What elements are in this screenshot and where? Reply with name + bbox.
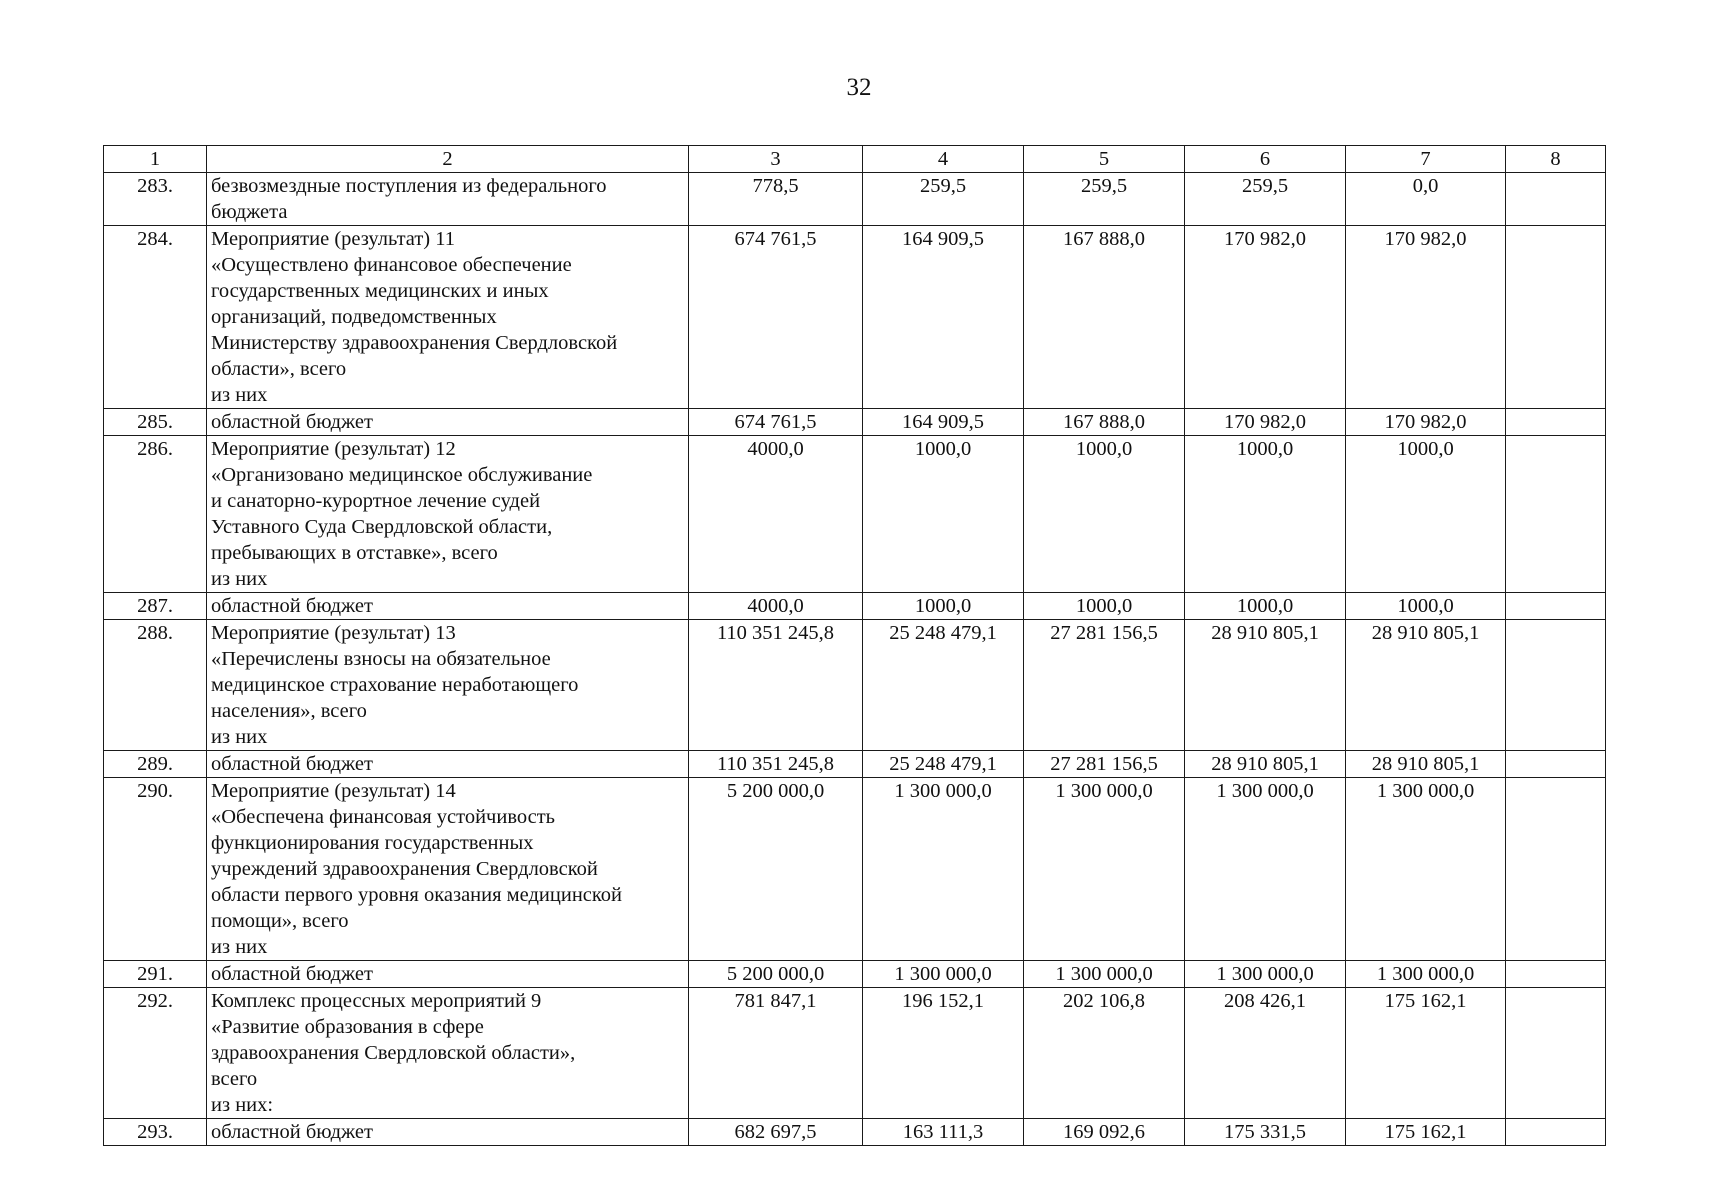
value-col-8	[1506, 620, 1606, 751]
value-col-3: 778,5	[689, 173, 863, 226]
value-col-8	[1506, 961, 1606, 988]
value-col-7: 28 910 805,1	[1346, 751, 1506, 778]
value-col-5: 167 888,0	[1024, 409, 1185, 436]
row-description	[207, 173, 689, 226]
column-header: 8	[1506, 146, 1606, 173]
row-description	[207, 409, 689, 436]
value-col-5: 259,5	[1024, 173, 1185, 226]
table-row	[104, 226, 1606, 409]
value-col-3: 4000,0	[689, 436, 863, 593]
value-col-6: 28 910 805,1	[1185, 620, 1346, 751]
value-col-4: 163 111,3	[863, 1119, 1024, 1146]
description-line: населения», всего	[211, 700, 367, 722]
value-col-6: 1000,0	[1185, 593, 1346, 620]
value-col-6: 1 300 000,0	[1185, 961, 1346, 988]
row-description	[207, 961, 689, 988]
description-line: «Развитие образования в сфере	[211, 1016, 484, 1038]
value-col-4: 1 300 000,0	[863, 961, 1024, 988]
row-number: 283.	[104, 173, 207, 226]
value-col-3: 682 697,5	[689, 1119, 863, 1146]
value-col-8	[1506, 988, 1606, 1119]
value-col-7: 170 982,0	[1346, 409, 1506, 436]
description-line: из них	[211, 568, 268, 590]
description-line: «Организовано медицинское обслуживание	[211, 464, 593, 486]
row-description	[207, 620, 689, 751]
description-line: «Обеспечена финансовая устойчивость	[211, 806, 556, 828]
value-col-7: 175 162,1	[1346, 988, 1506, 1119]
value-col-5: 1 300 000,0	[1024, 961, 1185, 988]
value-col-7: 1 300 000,0	[1346, 778, 1506, 961]
value-col-7: 0,0	[1346, 173, 1506, 226]
description-line: здравоохранения Свердловской области»,	[211, 1042, 576, 1064]
description-line: областной бюджет	[211, 963, 373, 985]
value-col-5: 1 300 000,0	[1024, 778, 1185, 961]
description-line: пребывающих в отставке», всего	[211, 542, 498, 564]
value-col-7: 170 982,0	[1346, 226, 1506, 409]
value-col-8	[1506, 593, 1606, 620]
value-col-7: 1000,0	[1346, 593, 1506, 620]
description-line: Уставного Суда Свердловской области,	[211, 516, 553, 538]
description-line: Мероприятие (результат) 11	[211, 228, 455, 250]
table-row	[104, 620, 1606, 751]
description-line: «Осуществлено финансовое обеспечение	[211, 254, 572, 276]
row-description	[207, 988, 689, 1119]
row-number: 290.	[104, 778, 207, 961]
description-line: Комплекс процессных мероприятий 9	[211, 990, 542, 1012]
description-line: и санаторно-курортное лечение судей	[211, 490, 541, 512]
value-col-4: 164 909,5	[863, 226, 1024, 409]
value-col-8	[1506, 436, 1606, 593]
value-col-3: 5 200 000,0	[689, 778, 863, 961]
table-row	[104, 751, 1606, 778]
description-line: областной бюджет	[211, 411, 373, 433]
table-row	[104, 988, 1606, 1119]
value-col-3: 4000,0	[689, 593, 863, 620]
column-header-row	[104, 146, 1606, 173]
description-line: областной бюджет	[211, 753, 373, 775]
description-line: области первого уровня оказания медицинской	[211, 884, 623, 906]
description-line: областной бюджет	[211, 1121, 373, 1143]
value-col-5: 1000,0	[1024, 436, 1185, 593]
value-col-6: 170 982,0	[1185, 409, 1346, 436]
value-col-7: 175 162,1	[1346, 1119, 1506, 1146]
row-number: 292.	[104, 988, 207, 1119]
description-line: всего	[211, 1068, 258, 1090]
value-col-4: 25 248 479,1	[863, 751, 1024, 778]
value-col-8	[1506, 226, 1606, 409]
column-header: 6	[1185, 146, 1346, 173]
value-col-6: 1000,0	[1185, 436, 1346, 593]
row-number: 287.	[104, 593, 207, 620]
budget-table	[103, 145, 1606, 1146]
description-line: из них	[211, 936, 268, 958]
row-description	[207, 751, 689, 778]
value-col-6: 1 300 000,0	[1185, 778, 1346, 961]
value-col-7: 1000,0	[1346, 436, 1506, 593]
column-header: 2	[207, 146, 689, 173]
value-col-4: 1000,0	[863, 593, 1024, 620]
value-col-5: 27 281 156,5	[1024, 620, 1185, 751]
description-line: медицинское страхование неработающего	[211, 674, 579, 696]
value-col-8	[1506, 173, 1606, 226]
value-col-3: 674 761,5	[689, 409, 863, 436]
description-line: Министерству здравоохранения Свердловской	[211, 332, 618, 354]
description-line: области», всего	[211, 358, 347, 380]
value-col-4: 164 909,5	[863, 409, 1024, 436]
value-col-7: 1 300 000,0	[1346, 961, 1506, 988]
column-header: 4	[863, 146, 1024, 173]
value-col-5: 202 106,8	[1024, 988, 1185, 1119]
table-row	[104, 593, 1606, 620]
description-line: учреждений здравоохранения Свердловской	[211, 858, 598, 880]
row-description	[207, 1119, 689, 1146]
value-col-6: 208 426,1	[1185, 988, 1346, 1119]
description-line: организаций, подведомственных	[211, 306, 497, 328]
table-row	[104, 961, 1606, 988]
value-col-4: 259,5	[863, 173, 1024, 226]
value-col-5: 169 092,6	[1024, 1119, 1185, 1146]
value-col-8	[1506, 751, 1606, 778]
description-line: бюджета	[211, 201, 288, 223]
value-col-4: 25 248 479,1	[863, 620, 1024, 751]
description-line: Мероприятие (результат) 12	[211, 438, 456, 460]
value-col-5: 1000,0	[1024, 593, 1185, 620]
value-col-4: 196 152,1	[863, 988, 1024, 1119]
value-col-3: 110 351 245,8	[689, 751, 863, 778]
row-description	[207, 436, 689, 593]
description-line: «Перечислены взносы на обязательное	[211, 648, 551, 670]
value-col-3: 5 200 000,0	[689, 961, 863, 988]
table-row	[104, 436, 1606, 593]
description-line: функционирования государственных	[211, 832, 534, 854]
description-line: безвозмездные поступления из федерального	[211, 175, 607, 197]
value-col-6: 175 331,5	[1185, 1119, 1346, 1146]
column-header: 7	[1346, 146, 1506, 173]
table-row	[104, 409, 1606, 436]
row-number: 289.	[104, 751, 207, 778]
description-line: из них	[211, 384, 268, 406]
value-col-3: 781 847,1	[689, 988, 863, 1119]
description-line: Мероприятие (результат) 13	[211, 622, 456, 644]
value-col-8	[1506, 409, 1606, 436]
value-col-3: 674 761,5	[689, 226, 863, 409]
row-number: 288.	[104, 620, 207, 751]
row-number: 293.	[104, 1119, 207, 1146]
table-row	[104, 1119, 1606, 1146]
row-number: 286.	[104, 436, 207, 593]
value-col-5: 27 281 156,5	[1024, 751, 1185, 778]
row-number: 284.	[104, 226, 207, 409]
value-col-4: 1 300 000,0	[863, 778, 1024, 961]
description-line: областной бюджет	[211, 595, 373, 617]
description-line: из них	[211, 726, 268, 748]
table-row	[104, 778, 1606, 961]
row-description	[207, 593, 689, 620]
row-description	[207, 226, 689, 409]
column-header: 3	[689, 146, 863, 173]
value-col-6: 259,5	[1185, 173, 1346, 226]
value-col-8	[1506, 1119, 1606, 1146]
value-col-7: 28 910 805,1	[1346, 620, 1506, 751]
value-col-6: 170 982,0	[1185, 226, 1346, 409]
row-description	[207, 778, 689, 961]
column-header: 1	[104, 146, 207, 173]
value-col-3: 110 351 245,8	[689, 620, 863, 751]
page-number: 32	[846, 74, 872, 101]
row-number: 291.	[104, 961, 207, 988]
column-header: 5	[1024, 146, 1185, 173]
value-col-5: 167 888,0	[1024, 226, 1185, 409]
description-line: из них:	[211, 1094, 274, 1116]
description-line: помощи», всего	[211, 910, 349, 932]
row-number: 285.	[104, 409, 207, 436]
table-row	[104, 173, 1606, 226]
description-line: государственных медицинских и иных	[211, 280, 549, 302]
value-col-4: 1000,0	[863, 436, 1024, 593]
value-col-6: 28 910 805,1	[1185, 751, 1346, 778]
description-line: Мероприятие (результат) 14	[211, 780, 456, 802]
value-col-8	[1506, 778, 1606, 961]
